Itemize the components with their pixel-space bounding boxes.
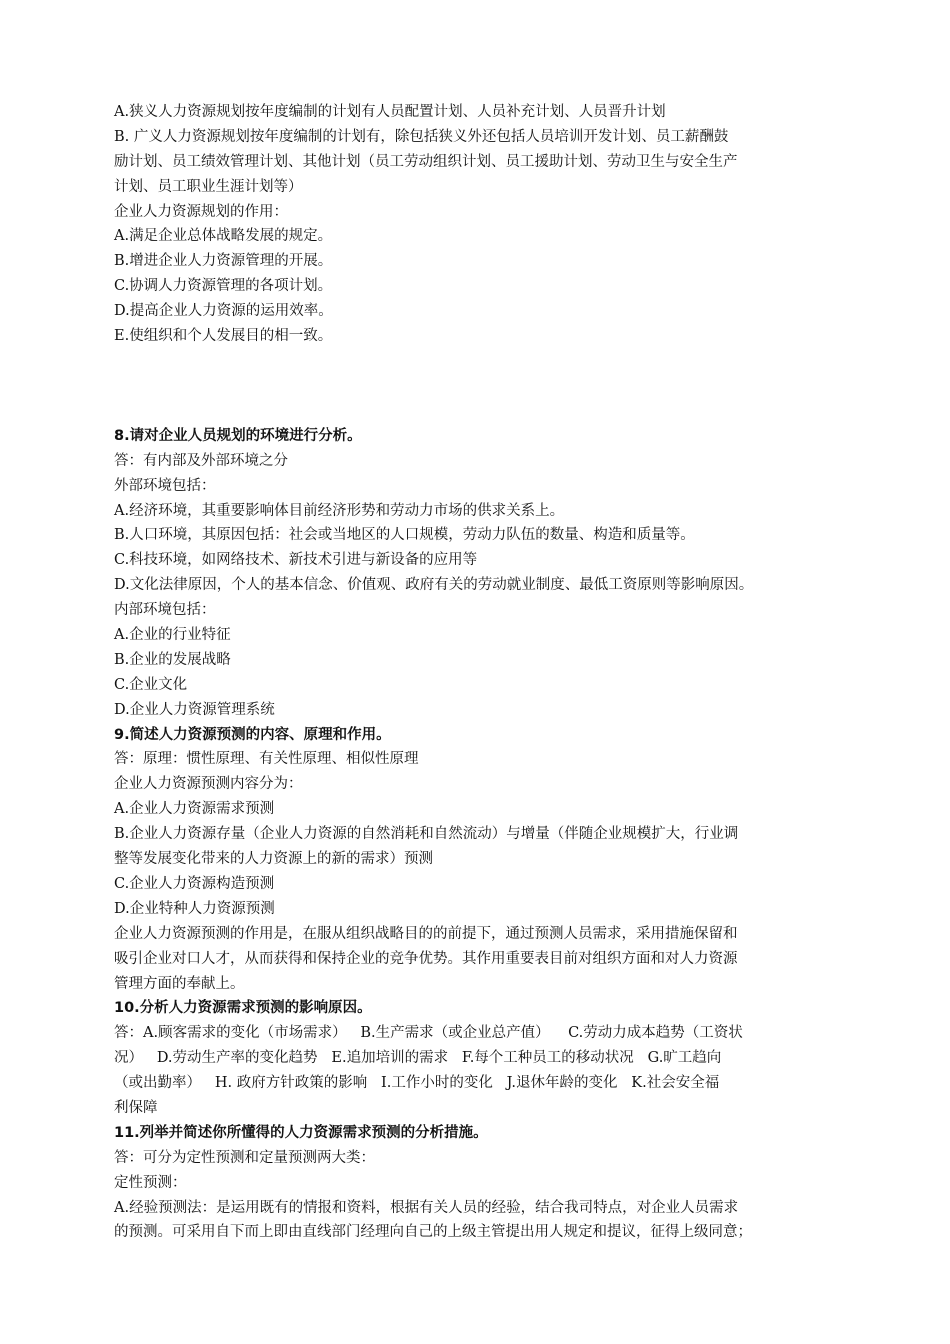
text-line: C.企业人力资源构造预测: [114, 875, 275, 892]
text-line: A.企业的行业特征: [114, 627, 231, 644]
text-line: A.满足企业总体战略发展的规定。: [114, 228, 333, 245]
text-line: 利保障: [114, 1099, 158, 1116]
text-line: C.企业文化: [114, 676, 188, 693]
question-8: [114, 424, 844, 723]
question-title: 10.分析人力资源需求预测的影响原因。: [114, 1000, 372, 1017]
text-line: 励计划、员工绩效管理计划、其他计划（员工劳动组织计划、员工援助计划、劳动卫生与安全生产: [114, 153, 738, 170]
text-line: D.企业特种人力资源预测: [114, 900, 275, 917]
text-line: B.企业的发展战略: [114, 651, 231, 668]
text-line: 答：原理：惯性原理、有关性原理、相似性原理: [114, 751, 419, 768]
text-line: D.提高企业人力资源的运用效率。: [114, 303, 333, 320]
text-line: 外部环境包括：: [114, 477, 216, 494]
text-line: D.文化法律原因，个人的基本信念、价值观、政府有关的劳动就业制度、最低工资原则等影响原因。: [114, 577, 754, 594]
text-line: A.企业人力资源需求预测: [114, 801, 275, 818]
text-line: B.增进企业人力资源管理的开展。: [114, 253, 333, 270]
text-line: 企业人力资源规划的作用：: [114, 203, 288, 220]
question-11: [114, 1121, 844, 1245]
text-line: 吸引企业对口人才，从而获得和保持企业的竞争优势。其作用重要表目前对组织方面和对人力资源: [114, 950, 738, 967]
question-10: [114, 996, 844, 1120]
text-line: A.狭义人力资源规划按年度编制的计划有人员配置计划、人员补充计划、人员晋升计划: [114, 104, 666, 120]
text-line: 计划、员工职业生涯计划等）: [114, 178, 303, 195]
section-spacer: [114, 349, 844, 424]
text-line: 企业人力资源预测内容分为：: [114, 776, 303, 793]
text-line: C.协调人力资源管理的各项计划。: [114, 278, 333, 295]
text-line: A.经济环境，其重要影响体目前经济形势和劳动力市场的供求关系上。: [114, 502, 565, 519]
question-9: [114, 723, 844, 997]
text-line: 定性预测：: [114, 1174, 187, 1191]
text-line: 内部环境包括：: [114, 602, 216, 619]
text-line: 企业人力资源预测的作用是，在服从组织战略目的的前提下，通过预测人员需求，采用措施保留和: [114, 925, 738, 942]
text-line: B.企业人力资源存量（企业人力资源的自然消耗和自然流动）与增量（伴随企业规模扩大，行业调: [114, 826, 739, 843]
text-line: B.人口环境，其原因包括：社会或当地区的人口规模，劳动力队伍的数量、构造和质量等。: [114, 527, 695, 544]
text-line: （或出勤率） H. 政府方针政策的影响 I.工作小时的变化 J.退休年龄的变化 K.社会安全福: [114, 1075, 720, 1092]
text-line: D.企业人力资源管理系统: [114, 701, 275, 718]
document-body: [114, 100, 844, 1245]
text-line: 答：有内部及外部环境之分: [114, 452, 288, 469]
text-line: A.经验预测法：是运用既有的情报和资料，根据有关人员的经验，结合我司特点，对企业人员需求: [114, 1199, 739, 1216]
text-line: C.科技环境，如网络技术、新技术引进与新设备的应用等: [114, 552, 478, 569]
text-line: 整等发展变化带来的人力资源上的新的需求）预测: [114, 851, 433, 868]
text-line: 况） D.劳动生产率的变化趋势 E.追加培训的需求 F.每个工种员工的移动状况 G.旷工趋向: [114, 1050, 722, 1067]
question-title: 8.请对企业人员规划的环境进行分析。: [114, 427, 362, 444]
text-line: 答：可分为定性预测和定量预测两大类：: [114, 1149, 375, 1166]
text-line: B. 广义人力资源规划按年度编制的计划有，除包括狭义外还包括人员培训开发计划、员工薪酬鼓: [114, 128, 729, 145]
text-line: E.使组织和个人发展目的相一致。: [114, 328, 333, 345]
text-line: 的预测。可采用自下而上即由直线部门经理向自己的上级主管提出用人规定和提议，征得上级同意；: [114, 1224, 752, 1241]
question-title: 9.简述人力资源预测的内容、原理和作用。: [114, 726, 391, 743]
question-title: 11.列举并简述你所懂得的人力资源需求预测的分析措施。: [114, 1124, 488, 1141]
text-line: 管理方面的奉献上。: [114, 975, 245, 992]
text-line: 答：A.顾客需求的变化（市场需求） B.生产需求（或企业总产值） C.劳动力成本趋势（工资状: [114, 1025, 743, 1042]
planning-section: [114, 100, 844, 349]
